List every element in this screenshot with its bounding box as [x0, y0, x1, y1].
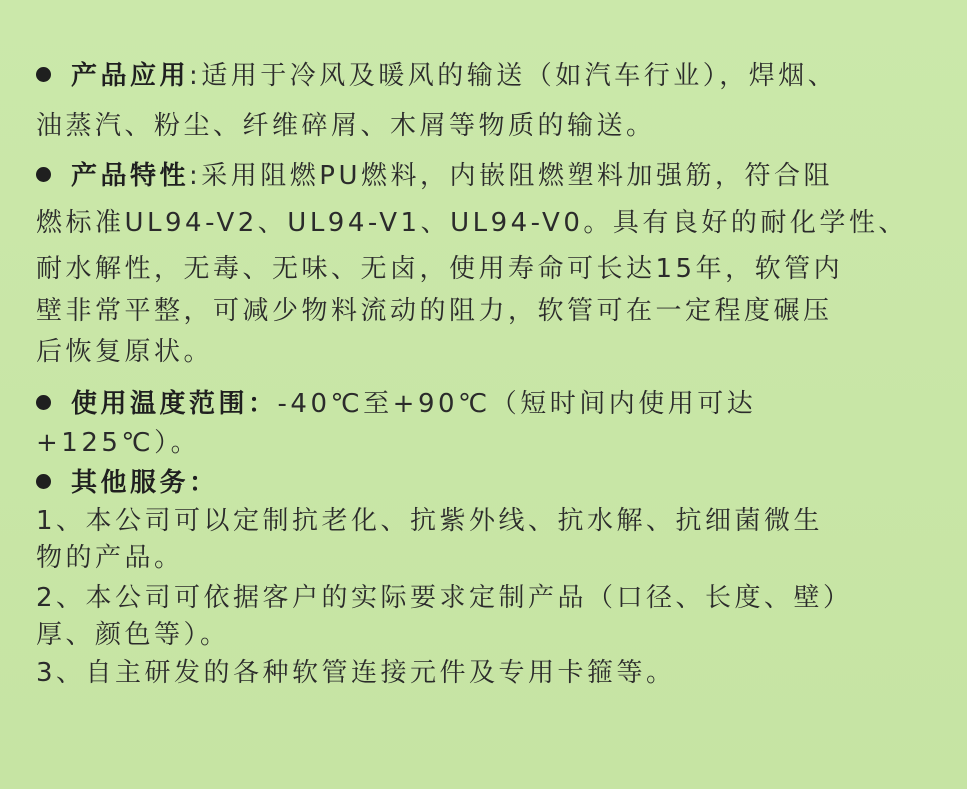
features-text-3: 耐水解性，无毒、无味、无卤，使用寿命可长达15年，软管内 — [36, 254, 844, 284]
services-line-heading — [36, 465, 219, 501]
features-line-4 — [36, 293, 833, 329]
services-item-1-text-2: 物的产品。 — [36, 543, 184, 573]
application-line-1 — [36, 58, 837, 94]
temperature-text-2: +125℃）。 — [36, 428, 201, 458]
temperature-line-1 — [36, 386, 756, 422]
services-item-2-line-1 — [36, 580, 853, 616]
features-text-2: 燃标准UL94-V2、UL94-V1、UL94-V0。具有良好的耐化学性、 — [36, 208, 908, 238]
services-item-2-text-1: 2、本公司可依据客户的实际要求定制产品（口径、长度、壁） — [36, 583, 853, 613]
services-heading: 其他服务： — [71, 468, 219, 498]
features-text-1: :采用阻燃PU燃料，内嵌阻燃塑料加强筋，符合阻 — [189, 161, 833, 191]
features-text-4: 壁非常平整，可减少物料流动的阻力，软管可在一定程度碾压 — [36, 296, 833, 326]
features-heading: 产品特性 — [71, 161, 190, 191]
bullet-icon — [36, 167, 51, 182]
services-item-1-line-1 — [36, 503, 823, 539]
services-item-1-line-2 — [36, 540, 184, 576]
features-line-5 — [36, 334, 213, 370]
application-heading: 产品应用 — [71, 61, 190, 91]
services-item-2-text-2: 厚、颜色等）。 — [36, 620, 230, 650]
application-text-2: 油蒸汽、粉尘、纤维碎屑、木屑等物质的输送。 — [36, 111, 656, 141]
application-text-1: :适用于冷风及暖风的输送（如汽车行业），焊烟、 — [189, 61, 838, 91]
services-item-2-line-2 — [36, 617, 230, 653]
application-line-2 — [36, 108, 656, 144]
services-item-1-text-1: 1、本公司可以定制抗老化、抗紫外线、抗水解、抗细菌微生 — [36, 506, 824, 536]
features-line-2 — [36, 205, 908, 241]
features-text-5: 后恢复原状。 — [36, 337, 214, 367]
temperature-line-2 — [36, 425, 200, 461]
temperature-text-1: -40℃至+90℃（短时间内使用可达 — [277, 389, 757, 419]
services-item-3-line-1 — [36, 655, 676, 691]
temperature-heading: 使用温度范围： — [71, 389, 278, 419]
bullet-icon — [36, 474, 51, 489]
bullet-icon — [36, 395, 51, 410]
services-item-3-text-1: 3、自主研发的各种软管连接元件及专用卡箍等。 — [36, 658, 676, 688]
bullet-icon — [36, 67, 51, 82]
features-line-3 — [36, 251, 843, 287]
features-line-1 — [36, 158, 833, 194]
